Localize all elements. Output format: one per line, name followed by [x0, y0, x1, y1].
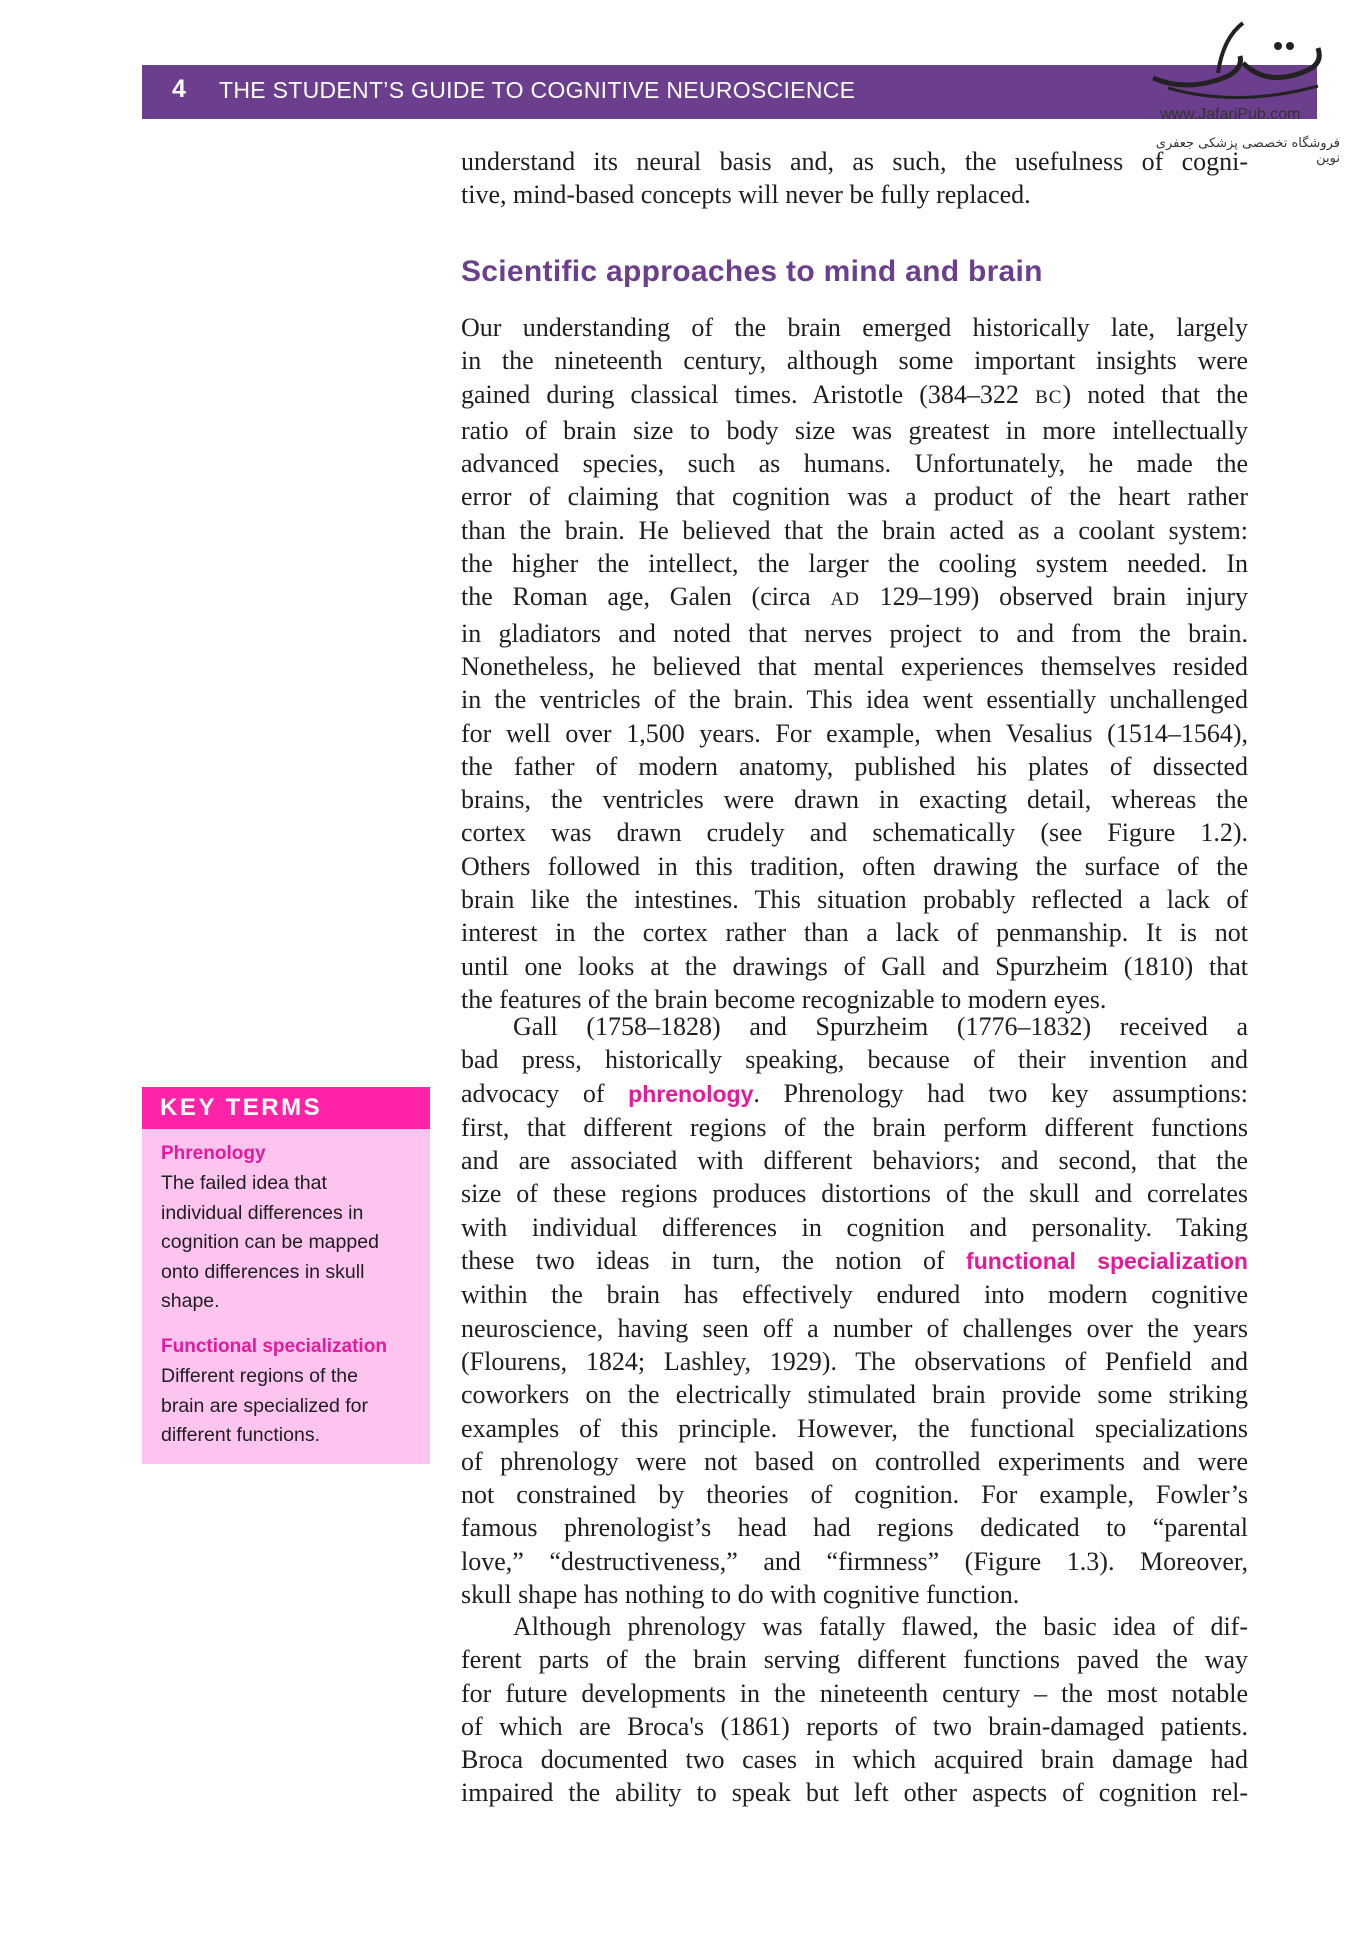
text-line: ferent parts of the brain serving different functions paved the way: [461, 1645, 1248, 1675]
text-line: examples of this principle. However, the functional specializations: [461, 1413, 1248, 1443]
text-line: not constrained by theories of cognition. For example, Fowler’s: [461, 1480, 1248, 1510]
text-line: for well over 1,500 years. For example, when Vesalius (1514–1564),: [461, 718, 1248, 748]
paragraph-1: [461, 311, 1248, 1016]
text-line: cortex was drawn crudely and schematically (see Figure 1.2).: [461, 818, 1248, 848]
key-term-phrenology: phrenology: [628, 1080, 754, 1107]
text-line: brain like the intestines. This situation probably reflected a lack of: [461, 885, 1248, 915]
text-line: size of these regions produces distortions of the skull and correlates: [461, 1179, 1248, 1209]
text-line: interest in the cortex rather than a lack of penmanship. It is not: [461, 918, 1248, 948]
text-line: Broca documented two cases in which acquired brain damage had: [461, 1745, 1248, 1775]
text-line: the features of the brain become recognizable to modern eyes.: [461, 984, 1107, 1014]
key-term-definition: The failed idea that individual differences in cognition can be mapped onto differences in skull shape.: [161, 1172, 379, 1312]
text-line: bad press, historically speaking, because of their invention and: [461, 1045, 1248, 1075]
text-line: first, that different regions of the brain perform different functions: [461, 1112, 1248, 1142]
key-term-definition: Different regions of the brain are specialized for different functions.: [161, 1365, 369, 1446]
text-line: error of claiming that cognition was a product of the heart rather: [461, 482, 1248, 512]
key-terms-heading: KEY TERMS: [142, 1087, 430, 1129]
key-term-title: Functional specialization: [161, 1336, 387, 1357]
text-line: with individual differences in cognition and personality. Taking: [461, 1212, 1248, 1242]
text-line: understand its neural basis and, as such, the usefulness of cogni-: [461, 147, 1248, 176]
text-line: than the brain. He believed that the brain acted as a coolant system:: [461, 515, 1248, 545]
text-line: until one looks at the drawings of Gall and Spurzheim (1810) that: [461, 951, 1248, 981]
era-abbreviation: AD: [830, 589, 860, 611]
publisher-name-persian: فروشگاه تخصصی پزشکی جعفری نوین: [1155, 136, 1340, 166]
text-line: Our understanding of the brain emerged historically late, largely: [461, 313, 1248, 342]
text-line: impaired the ability to speak but left other aspects of cognition rel-: [461, 1778, 1248, 1808]
paragraph-2: [461, 1010, 1248, 1611]
text-line: within the brain has effectively endured into modern cognitive: [461, 1280, 1248, 1310]
text-line: advanced species, such as humans. Unfortunately, he made the: [461, 449, 1248, 479]
text-line: the father of modern anatomy, published his plates of dissected: [461, 751, 1248, 781]
text-line: in the nineteenth century, although some important insights were: [461, 346, 1248, 376]
page-number: 4: [172, 75, 186, 103]
text-line: brains, the ventricles were drawn in exacting detail, whereas the: [461, 785, 1248, 815]
text-line: Others followed in this tradition, often drawing the surface of the: [461, 851, 1248, 881]
key-terms-box: [142, 1087, 430, 1464]
text-line: (Flourens, 1824; Lashley, 1929). The observations of Penfield and: [461, 1346, 1248, 1376]
text-line: neuroscience, having seen off a number of challenges over the years: [461, 1313, 1248, 1343]
key-term-functional-specialization: functional specialization: [966, 1248, 1248, 1275]
paragraph-3: [461, 1610, 1248, 1810]
text-line: in gladiators and noted that nerves project to and from the brain.: [461, 618, 1248, 648]
text-line: in the ventricles of the brain. This idea went essentially unchallenged: [461, 685, 1248, 715]
text-line: Although phrenology was fatally flawed, the basic idea of dif-: [513, 1612, 1248, 1641]
text-line: for future developments in the nineteenth century – the most notable: [461, 1678, 1248, 1708]
text-line: ratio of brain size to body size was greatest in more intellectually: [461, 415, 1248, 445]
text-line: gained during classical times. Aristotle (384–322 BC) noted that the: [461, 379, 1248, 409]
publisher-logo-icon: [1148, 18, 1328, 103]
era-abbreviation: BC: [1035, 386, 1063, 408]
publisher-url: www.JafariPub.com: [1160, 106, 1301, 123]
text-line: tive, mind-based concepts will never be fully replaced.: [461, 180, 1031, 210]
text-line: famous phrenologist’s head had regions dedicated to “parental: [461, 1513, 1248, 1543]
key-term-title: Phrenology: [161, 1143, 266, 1164]
text-line: of phrenology were not based on controlled experiments and were: [461, 1446, 1248, 1476]
text-line: and are associated with different behaviors; and second, that the: [461, 1146, 1248, 1176]
text-line: the higher the intellect, the larger the cooling system needed. In: [461, 549, 1248, 579]
text-line: Nonetheless, he believed that mental experiences themselves resided: [461, 651, 1248, 681]
intro-paragraph: [461, 145, 1248, 212]
text-line: skull shape has nothing to do with cognitive function.: [461, 1580, 1020, 1610]
text-line: coworkers on the electrically stimulated brain provide some striking: [461, 1380, 1248, 1410]
section-heading: Scientific approaches to mind and brain: [461, 255, 1043, 288]
running-title: THE STUDENT’S GUIDE TO COGNITIVE NEUROSCIENCE: [219, 77, 856, 103]
text-line: the Roman age, Galen (circa AD 129–199) observed brain injury: [461, 582, 1248, 612]
text-line: Gall (1758–1828) and Spurzheim (1776–1832) received a: [513, 1012, 1248, 1041]
text-line: these two ideas in turn, the notion of functional specialization: [461, 1246, 1248, 1276]
text-line: love,” “destructiveness,” and “firmness” (Figure 1.3). Moreover,: [461, 1546, 1248, 1576]
text-line: advocacy of phrenology. Phrenology had two key assumptions:: [461, 1078, 1248, 1108]
text-line: of which are Broca's (1861) reports of two brain-damaged patients.: [461, 1711, 1248, 1741]
